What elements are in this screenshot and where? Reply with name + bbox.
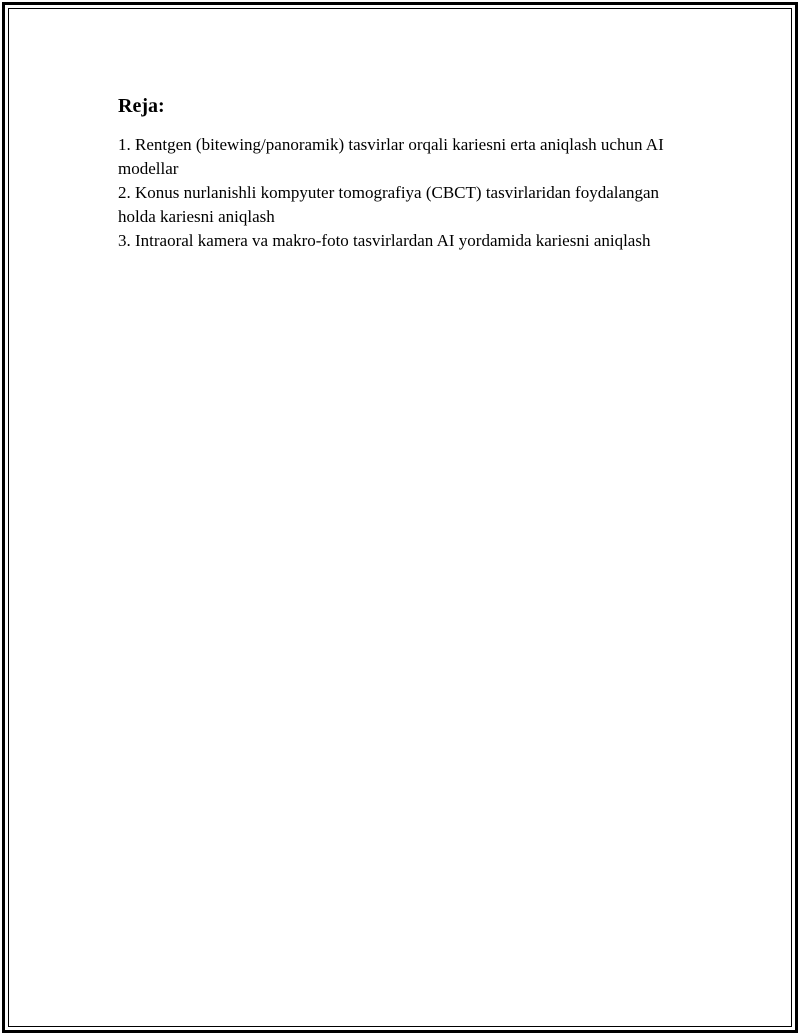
plan-heading: Reja: [118,95,165,117]
plan-item-1: 1. Rentgen (bitewing/panoramik) tasvirlar orqali kariesni erta aniqlash uchun AI modellar [118,135,664,178]
plan-list [118,133,698,253]
plan-item-3: 3. Intraoral kamera va makro-foto tasvirlardan AI yordamida kariesni aniqlash [118,231,651,250]
plan-item-2: 2. Konus nurlanishli kompyuter tomografiya (CBCT) tasvirlaridan foydalangan holda kariesni aniqlash [118,183,660,226]
document-body [118,93,698,253]
